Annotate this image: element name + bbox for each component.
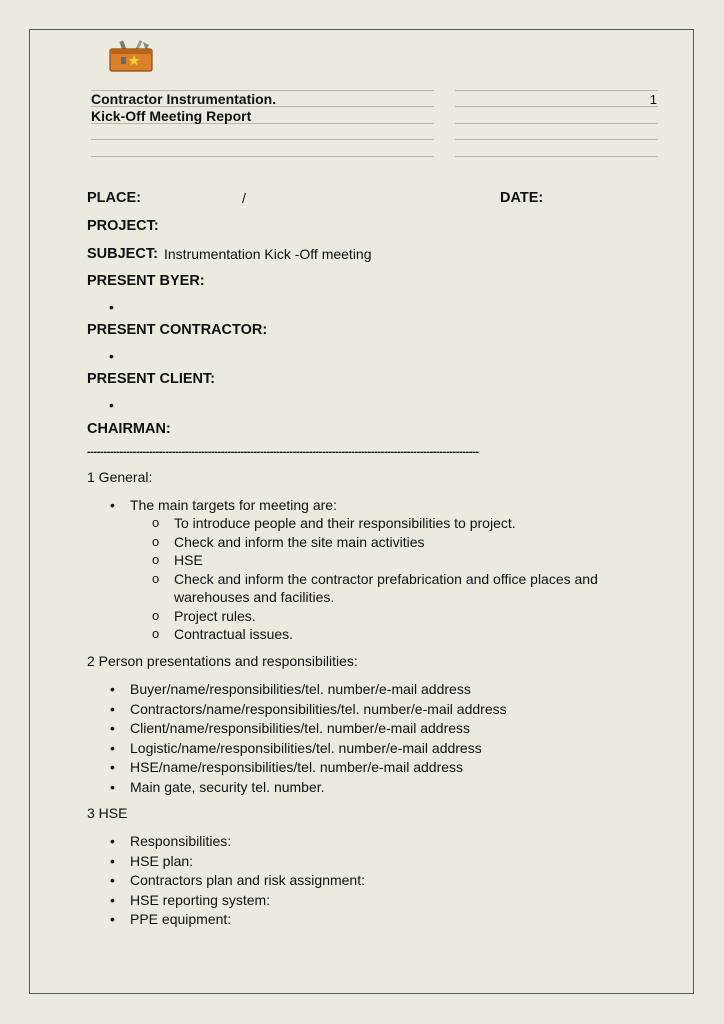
present-client-bullet: •	[109, 397, 114, 413]
present-contractor-label: PRESENT CONTRACTOR:	[87, 322, 268, 338]
persons-list	[110, 680, 507, 797]
list-item: • Responsibilities:	[110, 832, 365, 852]
list-item: • HSE plan:	[110, 852, 365, 872]
list-item: • Contractors plan and risk assignment:	[110, 871, 365, 891]
place-separator: /	[242, 190, 246, 206]
header-rule	[455, 139, 658, 140]
present-contractor-bullet: •	[109, 348, 114, 364]
subject-label: SUBJECT:	[87, 246, 158, 262]
separator-line: ------------------------------------------------------------------------------------------------------------------------	[87, 446, 479, 458]
list-item: o Project rules.	[152, 607, 632, 626]
place-label: PLACE:	[87, 190, 141, 206]
document-title-line1: Contractor Instrumentation.	[91, 91, 277, 107]
general-sublist	[152, 514, 632, 644]
date-label: DATE:	[500, 190, 544, 206]
header-rule	[91, 139, 434, 140]
header-rule	[455, 90, 658, 91]
list-item: • Logistic/name/responsibilities/tel. number/e-mail address	[110, 739, 507, 759]
list-item: • Buyer/name/responsibilities/tel. number/e-mail address	[110, 680, 507, 700]
subject-value: Instrumentation Kick -Off meeting	[164, 246, 372, 262]
document-title-line2: Kick-Off Meeting Report	[91, 108, 252, 124]
section-general-heading: 1 General:	[87, 469, 153, 485]
list-item: o Check and inform the contractor prefabrication and office places and warehouses and facilities.	[152, 570, 632, 607]
list-item: • PPE equipment:	[110, 910, 365, 930]
list-item: • HSE reporting system:	[110, 891, 365, 911]
chairman-label: CHAIRMAN:	[87, 421, 171, 437]
list-item: • Contractors/name/responsibilities/tel. number/e-mail address	[110, 700, 507, 720]
list-item: • Main gate, security tel. number.	[110, 778, 507, 798]
section-persons-heading: 2 Person presentations and responsibilities:	[87, 653, 358, 669]
header-rule	[91, 156, 434, 157]
list-item: o Check and inform the site main activities	[152, 533, 632, 552]
section-hse-heading: 3 HSE	[87, 805, 128, 821]
header-rule	[455, 123, 658, 124]
present-buyer-bullet: •	[109, 299, 114, 315]
list-item: o To introduce people and their responsibilities to project.	[152, 514, 632, 533]
list-item: • HSE/name/responsibilities/tel. number/e-mail address	[110, 758, 507, 778]
project-label: PROJECT:	[87, 218, 159, 234]
present-buyer-label: PRESENT BYER:	[87, 273, 205, 289]
general-list	[110, 496, 337, 516]
page-number: 1	[649, 92, 657, 107]
list-item: • Client/name/responsibilities/tel. number/e-mail address	[110, 719, 507, 739]
list-item: • The main targets for meeting are:	[110, 496, 337, 516]
header-rule	[455, 156, 658, 157]
toolbox-icon	[107, 39, 155, 73]
list-item: o Contractual issues.	[152, 625, 632, 644]
hse-list	[110, 832, 365, 930]
list-item: o HSE	[152, 551, 632, 570]
header-rule	[455, 106, 658, 107]
present-client-label: PRESENT CLIENT:	[87, 371, 216, 387]
